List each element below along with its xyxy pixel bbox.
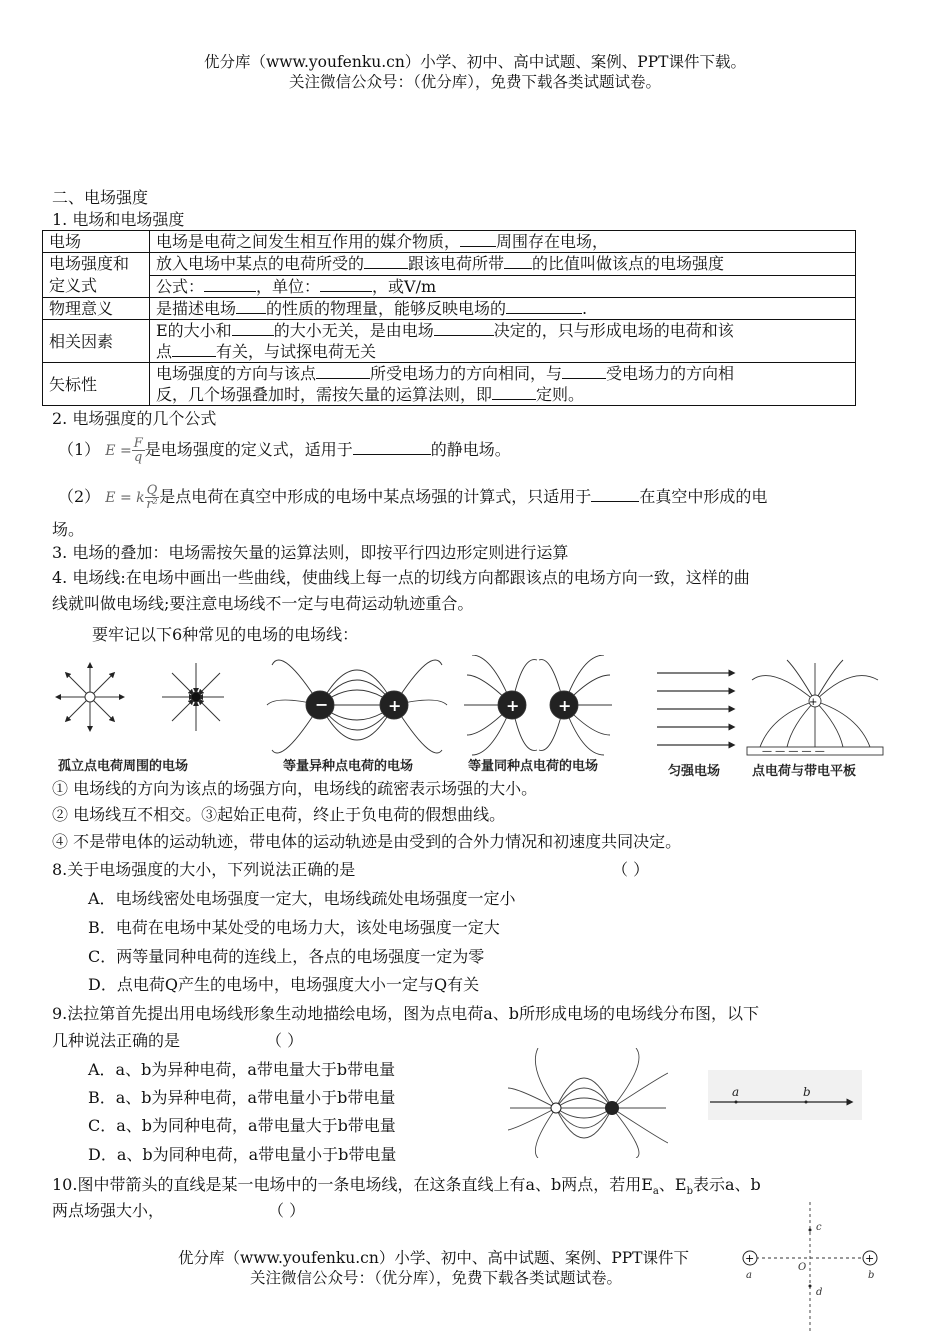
section-title: 二、电场强度	[52, 188, 149, 207]
table-row	[43, 363, 856, 406]
table-cell: 是描述电场 的性质的物理量，能够反映电场的 .	[150, 298, 856, 320]
svg-text:+: +	[558, 696, 572, 715]
q8-option-a: A．电场线密处电场强度一定大，电场线疏处电场强度一定小	[88, 889, 516, 908]
svg-text:+: +	[745, 1252, 755, 1265]
isolated-negative-charge	[162, 663, 224, 731]
note-1: ① 电场线的方向为该点的场强方向，电场线的疏密表示场强的大小。	[52, 779, 538, 798]
table-key: 物理意义	[43, 298, 150, 320]
table-row	[43, 320, 856, 363]
formula-1: （1） E = $\frac{F}{q}$ 是电场强度的定义式，适用于 的静电场。	[58, 436, 511, 465]
table-cell: E的大小和 的大小无关，是由电场 决定的，只与形成电场的电荷和该 点 有关，与试探电荷无关	[150, 320, 856, 363]
footer-line-2: 关注微信公众号：（优分库），免费下载各类试题试卷。	[250, 1269, 623, 1287]
q8-option-d: D．点电荷Q产生的电场中，电场强度大小一定与Q有关	[88, 975, 480, 994]
like-charges	[464, 655, 612, 755]
q9-point-b: b	[803, 1085, 811, 1099]
table-row	[43, 231, 856, 253]
q10-stem-2: 两点场强大小，	[52, 1201, 165, 1220]
formula-2-cont: 场。	[52, 520, 85, 539]
footer-line-1: 优分库（www.youfenku.cn）小学、初中、高中试题、案例、PPT课件下	[178, 1249, 690, 1267]
table-cell: 电场强度的方向与该点 所受电场力的方向相同，与 受电场力的方向相 反，几个场强叠加时，需按矢量的运算法则，即 定则。	[150, 363, 856, 406]
svg-text:+: +	[865, 1252, 875, 1265]
q10-figure	[738, 1200, 888, 1335]
caption-opposite: 等量异种点电荷的电场	[283, 759, 414, 774]
note-3: ④ 不是带电体的运动轨迹，带电体的运动轨迹是由受到的合外力情况和初速度共同决定。	[52, 832, 682, 851]
table-key: 电场强度和定义式	[43, 253, 150, 298]
q8-option-b: B．电荷在电场中某处受的电场力大，该处电场强度一定大	[88, 918, 500, 937]
q10-point-o: O	[798, 1262, 807, 1273]
q9-stem-1: 9.法拉第首先提出用电场线形象生动地描绘电场，图为点电荷a、b所形成电场的电场线分布图，以下	[52, 1004, 760, 1023]
svg-text:— — — — —: — — — — —	[762, 746, 825, 757]
q9-option-a: A．a、b为异种电荷，a带电量大于b带电量	[88, 1060, 396, 1079]
svg-text:−: −	[315, 695, 329, 714]
table-cell: 公式： ，单位： ，或V/m	[150, 275, 856, 298]
q10-point-c: c	[816, 1222, 822, 1233]
svg-text:+: +	[388, 696, 402, 715]
q9-option-d: D．a、b为同种电荷，a带电量小于b带电量	[88, 1145, 397, 1164]
table-row	[43, 298, 856, 320]
paragraph-3: 3. 电场的叠加：电场需按矢量的运算法则，即按平行四边形定则进行运算	[52, 543, 569, 562]
q8-stem: 8.关于电场强度的大小，下列说法正确的是	[52, 860, 356, 879]
caption-like: 等量同种点电荷的电场	[468, 759, 599, 774]
q10-point-d: d	[816, 1287, 823, 1298]
q10-answer-paren: （ ）	[268, 1201, 306, 1220]
q9-answer-paren: （ ）	[266, 1031, 304, 1050]
formula-2: （2） E = k $\frac{Q}{\text{r²}}$ 是点电荷在真空中形成的电场中某点场强的计算式，只适用于 在真空中形成的电	[58, 483, 768, 512]
table-key: 电场	[43, 231, 150, 253]
q9-option-b: B．a、b为异种电荷，a带电量小于b带电量	[88, 1088, 396, 1107]
table-cell: 放入电场中某点的电荷所受的 跟该电荷所带 的比值叫做该点的电场强度	[150, 253, 856, 276]
caption-uniform: 匀强电场	[668, 764, 721, 779]
svg-text:+: +	[809, 697, 818, 708]
q9-point-a: a	[732, 1085, 740, 1099]
table-key: 矢标性	[43, 363, 150, 406]
q10-point-a: a	[746, 1270, 752, 1281]
q10-stem-1: 10.图中带箭头的直线是某一电场中的一条电场线，在这条直线上有a、b两点，若用$E_a$、$E_b$表示a、b	[52, 1175, 761, 1198]
field-strength-table	[42, 230, 856, 406]
caption-plate: 点电荷与带电平板	[752, 764, 857, 779]
paragraph-4a: 4. 电场线:在电场中画出一些曲线，使曲线上每一点的切线方向都跟该点的电场方向一致，这样的曲	[52, 568, 750, 587]
opposite-charges	[267, 660, 447, 753]
q9-field-figure	[508, 1048, 668, 1158]
table-cell: 电场是电荷之间发生相互作用的媒介物质， 周围存在电场，	[150, 231, 856, 253]
isolated-positive-charge	[58, 665, 122, 729]
uniform-field	[657, 673, 732, 745]
q8-option-c: C．两等量同种电荷的连线上，各点的电场强度一定为零	[88, 947, 485, 966]
paragraph-4b: 线就叫做电场线;要注意电场线不一定与电荷运动轨迹重合。	[52, 594, 474, 613]
table-row	[43, 253, 856, 276]
q10-point-b: b	[868, 1270, 875, 1281]
header-line-2: 关注微信公众号：（优分库），免费下载各类试题试卷。	[288, 73, 661, 91]
table-key: 相关因素	[43, 320, 150, 363]
table-row	[43, 275, 856, 298]
q9-line-figure	[708, 1070, 862, 1120]
caption-isolated: 孤立点电荷周围的电场	[58, 759, 189, 774]
q9-option-c: C．a、b为同种电荷，a带电量大于b带电量	[88, 1116, 396, 1135]
note-2: ② 电场线互不相交。③起始正电荷，终止于负电荷的假想曲线。	[52, 805, 506, 824]
header-line-1: 优分库（www.youfenku.cn）小学、初中、高中试题、案例、PPT课件下载。	[203, 53, 747, 71]
q8-answer-paren: （ ）	[612, 860, 650, 879]
svg-text:+: +	[506, 696, 520, 715]
paragraph-4c: 要牢记以下6种常见的电场的电场线：	[92, 625, 359, 644]
subsection-title: 1. 电场和电场强度	[52, 210, 185, 229]
formulas-title: 2. 电场强度的几个公式	[52, 409, 217, 428]
q9-stem-2: 几种说法正确的是	[52, 1031, 181, 1050]
